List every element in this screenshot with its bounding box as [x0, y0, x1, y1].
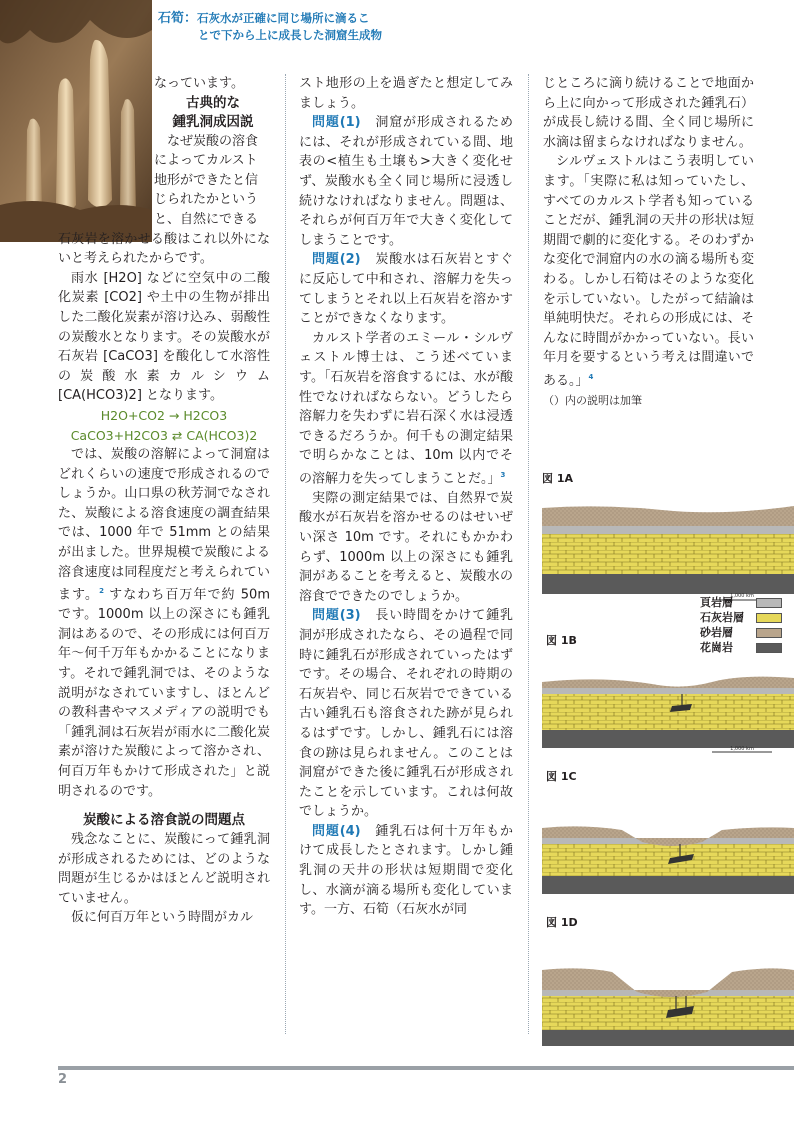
- text: 洞窟が形成されるためには、それが形成されている間、地表の<植生も土壌も>大きく変化せず、炭酸水も全く同じ場所に浸透し続けなければなりません。問題は、それらが何百万年で大きく変化してしまうことです。: [299, 115, 513, 248]
- paragraph: 残念なことに、炭酸にって鍾乳洞が形成されるためには、どのような問題が生じるかはほとんど説明されていません。: [58, 832, 270, 906]
- paragraph: スト地形の上を過ぎたと想定してみましょう。: [299, 76, 513, 111]
- legend-swatch: [756, 598, 782, 608]
- paragraph: 実際の測定結果では、自然界で炭酸水が石灰岩を溶かせるのはせいぜい深さ 10m です。それにもかかわらず、1000m 以上の深さにも鍾乳洞があることを考えると、炭酸水の溶食でできたのでしょうか。: [299, 490, 513, 604]
- problem-4: [299, 822, 513, 920]
- problem-label: 問題(1): [312, 115, 361, 131]
- text: 長い時間をかけて鍾乳洞が形成されたなら、その過程で同時に鍾乳石が形成されていったはずです。その場合、それぞれの時期の石灰岩や、同じ石灰岩でできている古い鍾乳石も溶食された跡が見られるはずです。しかし、鍾乳石には溶食の跡は見られません。このことは洞窟ができた後に鍾乳石が形成されたことを示しています。これは何故でしょうか。: [299, 608, 513, 820]
- paragraph: [58, 445, 270, 801]
- problem-3: [299, 606, 513, 822]
- text: カルスト学者のエミール・シルヴェストル博士は、こう述べています。「石灰岩を溶食するには、水が酸性でなければならない。どうしたら溶解力を失わずに岩石深く水は浸透できるだろうか。何千もの測定結果で明らかなことは、10m 以内でその溶解力を失ってしまうことだ。」: [299, 330, 513, 487]
- column-2: [299, 74, 513, 920]
- editor-note: （）内の説明は加筆: [543, 393, 642, 407]
- heading-line: 古典的な: [186, 94, 240, 111]
- paragraph-wrap: [58, 132, 270, 230]
- text: シルヴェストルはこう表明しています。「実際に私は知っていたし、すべてのカルスト学者も知っていることだが、鍾乳洞の天井の形状は短期間で劇的に変化する。そのわずかな変化で洞窟内の水の滴る場所も変わる。しかし石筍はそのような変化を示していない。したがって結論は単純明快だ。それらの形成には、そんなに時間がかかっていない。長い年月を要するという考えは間違いである。」: [543, 154, 754, 389]
- legend-label: 頁岩層: [700, 596, 733, 609]
- text-line: と、自然にできる: [154, 211, 259, 227]
- problem-1: [299, 113, 513, 250]
- column-divider: [528, 74, 529, 1034]
- legend-label: 花崗岩: [700, 641, 733, 654]
- paragraph: 雨水 [H2O] などに空気中の二酸化炭素 [CO2] や土中の生物が排出した二酸化炭素が溶け込み、弱酸性の炭酸水となります。その炭酸水が石灰岩 [CaCO3] を酸化して水溶性の炭酸水素カルシウム [CA(HCO3)2] となります。: [58, 270, 270, 404]
- paragraph: じところに滴り続けることで地面から上に向かって形成された鍾乳石）が成長し続ける間、全く同じ場所に水滴は留まらなければなりません。: [543, 76, 754, 150]
- figure-1b: [542, 632, 794, 758]
- problem-label: 問題(3): [312, 608, 361, 624]
- paragraph: [299, 329, 513, 489]
- section-heading: 炭酸による溶食説の問題点: [83, 812, 245, 829]
- figure-1a: [542, 470, 794, 606]
- text: 炭酸水は石灰岩とすぐに反応して中和され、溶解力を失ってしまうとそれ以上石灰岩を溶かすことができなくなります。: [299, 252, 513, 327]
- paragraph: 石灰岩を溶かせる酸はこれ以外にないと考えられたからです。: [58, 231, 270, 267]
- reference-marker[interactable]: 4: [588, 372, 594, 381]
- figure-label: 図 1A: [542, 472, 573, 485]
- problem-label: 問題(4): [312, 823, 361, 839]
- geology-cross-section: [542, 486, 794, 606]
- legend-swatch: [756, 613, 782, 623]
- figure-1c: [542, 768, 794, 904]
- figure-label: 図 1D: [546, 916, 578, 929]
- text-line: なぜ炭酸の溶食: [167, 133, 259, 149]
- figure-1d: [542, 914, 794, 1050]
- geology-cross-section: [542, 784, 794, 904]
- section-heading: [58, 94, 270, 132]
- legend-label: 石灰岩層: [700, 611, 744, 624]
- column-1: [58, 74, 270, 928]
- legend-label: 砂岩層: [700, 626, 733, 639]
- page-number: 2: [58, 1072, 68, 1087]
- geology-cross-section: [542, 648, 794, 758]
- geology-cross-section: [542, 930, 794, 1050]
- heading-line: 鍾乳洞成因説: [172, 113, 254, 130]
- text: すなわち百万年で約 50m です。1000m 以上の深さにも鍾乳洞はあるので、その形成には何百万年〜何千万年もかかることになります。それで鍾乳洞では、そのような説明がなされていますし、ほとんどの教科書やマスメディアの説明でも「鍾乳洞は石灰岩が雨水に二酸化炭素が溶けた炭酸によって溶かされ、何百万年もかけて形成された」と説明されるのです。: [58, 587, 270, 799]
- caption-term: 石筍：: [158, 11, 198, 26]
- text-line: 地形ができたと信: [154, 172, 259, 188]
- paragraph: [543, 152, 754, 390]
- text-line: じられたかという: [154, 192, 259, 208]
- problem-label: 問題(2): [312, 252, 361, 268]
- legend-item: [700, 595, 782, 610]
- reference-marker[interactable]: 2: [99, 587, 104, 596]
- paragraph: なっています。: [154, 76, 244, 91]
- column-divider: [285, 74, 286, 1034]
- scale-label: 1,000 km: [730, 593, 754, 599]
- equation: CaCO3+H2CO3 ⇄ CA(HCO3)2: [70, 427, 258, 443]
- paragraph: 仮に何百万年という時間がカル: [71, 910, 254, 926]
- photo-caption: [158, 10, 478, 43]
- caption-line1: 石灰水が正確に同じ場所に滴るこ: [197, 11, 370, 25]
- problem-2: [299, 250, 513, 328]
- column-3: [543, 74, 754, 410]
- equation: H2O+CO2 → H2CO3: [100, 407, 228, 423]
- figure-label: 図 1B: [546, 634, 577, 647]
- scale-label: 1,000 km: [730, 746, 754, 752]
- caption-line2: とで下から上に成長した洞窟生成物: [198, 28, 382, 42]
- reference-marker[interactable]: 3: [500, 470, 506, 479]
- figure-label: 図 1C: [546, 770, 577, 783]
- text: 鍾乳石は何十万年もかけて成長したとされます。しかし鍾乳洞の天井の形状は短期間で変化し、水滴が滴る場所も変化しています。一方、石筍（石灰水が同: [299, 823, 513, 918]
- text-line: によってカルスト: [154, 153, 258, 169]
- text: では、炭酸の溶解によって洞窟はどれくらいの速度で形成されるのでしょうか。山口県の秋芳洞でなされた、炭酸による溶食速度の調査結果では、1000 年で 51mm との結果が出ました。世界規模で炭酸による溶食速度は同程度だと考えられています。: [58, 447, 270, 603]
- legend-item: [700, 610, 782, 625]
- footer-rule: [58, 1066, 794, 1070]
